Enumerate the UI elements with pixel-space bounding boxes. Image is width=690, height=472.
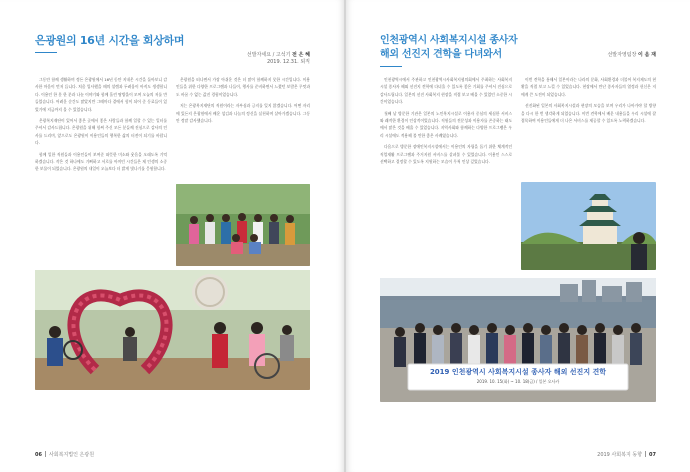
left-footer-label: 사회복지법인 은광원 bbox=[48, 452, 95, 458]
paragraph: 은광복지재단이 있어서 좋은 곳에서 좋은 사람들과 함께 일할 수 있는 일터를 주셔서 감사드립니다. 은광원을 위해 힘써 주신 모든 분들께 진심으로 감사의 인사를 드리며, 앞으로도 은광원이 이용인들의 행복한 삶의 터전이 되기를 바랍니다. bbox=[35, 118, 167, 146]
left-author-org: 선발자세요 / 고석기 bbox=[246, 52, 291, 58]
tour-banner-title: 2019 인천광역시 사회복지시설 종사자 해외 선진지 견학 bbox=[429, 368, 607, 376]
right-author-org: 선발자영팀장 bbox=[607, 52, 637, 58]
paragraph: 이번 견학을 통해서 일본이라는 나라의 문화, 사회환경과 더불어 복지제도의 현황을 직접 보고 느낄 수 있었습니다. 현장에서 만난 종사자들의 열정과 헌신은 저에게 큰 도전이 되었습니다. bbox=[521, 77, 656, 97]
paragraph: 그동안 함께 생활하며 정든 은광원에서 16년 동안 지내온 시간을 돌아보니 감사한 마음이 먼저 듭니다. 처음 입사했을 때의 설렘과 두려움이 아직도 생생합니다. 이용인 한 분 한 분과 나눈 이야기와 함께 흘린 땀방울이 모여 오늘의 저를 만들었습니다. 어려운 순간도 많았지만 그때마다 곁에서 힘이 되어 준 동료들이 있었기에 지금까지 올 수 있었습니다. bbox=[35, 77, 167, 112]
left-page-title: 은광원의 16년 시간을 회상하며 bbox=[35, 34, 185, 47]
group-photo-outdoor bbox=[176, 184, 310, 266]
right-title-line2: 해외 선진지 견학을 다녀와서 bbox=[380, 49, 502, 60]
paragraph: 선진화된 일본의 사회복지시설과 현장의 모습을 보며 우리가 나아가야 할 방향을 다시 한 번 생각하게 되었습니다. 이번 견학에서 배운 내용들을 우리 시설에 잘 접목하여 이용인들에게 더 나은 서비스를 제공할 수 있도록 노력하겠습니다. bbox=[521, 103, 656, 124]
osaka-castle-photo bbox=[521, 182, 656, 270]
tour-banner-subtitle: 2019. 10. 15(화) ~ 10. 18(금) / 일본 오사카 bbox=[476, 379, 560, 384]
left-column-1 bbox=[35, 76, 167, 252]
right-page-title bbox=[380, 34, 517, 62]
left-title-rule bbox=[35, 52, 57, 53]
right-column-1 bbox=[380, 76, 512, 276]
right-footer-label: 2019 사회복지 동향 bbox=[597, 452, 643, 458]
left-page bbox=[0, 0, 344, 472]
right-page bbox=[346, 0, 690, 472]
heart-arch-photo bbox=[35, 270, 310, 390]
paragraph: 인천광역시에서 주관하고 인천광역시사회복지협의회에서 주최하는 사회복지시설 종사자 해외 선진지 견학에 다녀올 수 있도록 좋은 기회를 주셔서 진심으로 감사드립니다. 일본의 선진 사회복지 현장을 직접 보고 배울 수 있었던 소중한 시간이었습니다. bbox=[380, 77, 512, 105]
right-column-2 bbox=[521, 76, 656, 176]
paragraph: 다음으로 방문한 장애인복지시설에서는 이용인의 자립을 돕기 위한 체계적인 직업재활 프로그램과 주거지원 서비스를 살펴볼 수 있었습니다. 이용인 스스로 선택하고 결정할 수 있도록 지원하는 모습이 무척 인상 깊었습니다. bbox=[380, 144, 512, 165]
right-page-number: 07 bbox=[649, 452, 656, 458]
left-page-number: 06 bbox=[35, 452, 42, 458]
paragraph: 은광원을 떠나면서 가장 아쉬운 것은 더 많이 함께하지 못한 시간입니다. 이용인들을 위한 다양한 프로그램과 나들이, 행사를 준비하면서 느꼈던 보람은 무엇과도 바꿀 수 없는 값진 경험이었습니다. bbox=[176, 77, 310, 97]
tour-group-photo bbox=[380, 278, 656, 402]
left-page-footer bbox=[35, 451, 94, 458]
right-title-line1: 인천광역시 사회복지시설 종사자 bbox=[380, 35, 518, 46]
right-author-byline bbox=[546, 52, 656, 59]
left-author-date: 2019. 12.31. 퇴직 bbox=[266, 59, 310, 65]
footer-divider bbox=[45, 451, 46, 457]
tour-banner bbox=[408, 364, 628, 390]
right-author-name: 이 음 재 bbox=[638, 52, 656, 58]
paragraph: 첫째 날 방문한 기관은 일본의 노인복지시설로 이용자 중심의 세심한 서비스와 쾌적한 환경이 인상적이었습니다. 직원들의 전문성과 이용자를 존중하는 태도에서 많은 것을 배울 수 있었습니다. 지역사회와 함께하는 다양한 프로그램은 우리 시설에도 적용해 볼 만한 좋은 사례였습니다. bbox=[380, 110, 512, 138]
paragraph: 함께 일한 직원들과 이용인들이 보여준 따뜻한 미소와 웃음을 오래도록 기억하겠습니다. 작은 것 하나에도 기뻐하고 서로를 아끼던 시간들은 제 인생의 소중한 보물이 되었습니다. 은광원의 내일이 오늘보다 더 밝게 빛나기를 응원합니다. bbox=[35, 151, 167, 172]
right-title-rule bbox=[380, 66, 402, 67]
right-page-footer bbox=[597, 451, 656, 458]
left-author-byline bbox=[196, 52, 310, 66]
left-column-2 bbox=[176, 76, 310, 176]
left-author-name: 전 은 혜 bbox=[292, 52, 310, 58]
paragraph: 저는 은광복지재단의 직원이라는 자부심과 긍지를 잊지 않겠습니다. 어떤 자리에 있든지 은광원에서 배운 섬김과 나눔의 정신을 실천하며 살아가겠습니다. 그동안 정말 감사했습니다. bbox=[176, 103, 310, 124]
footer-divider bbox=[645, 451, 646, 457]
